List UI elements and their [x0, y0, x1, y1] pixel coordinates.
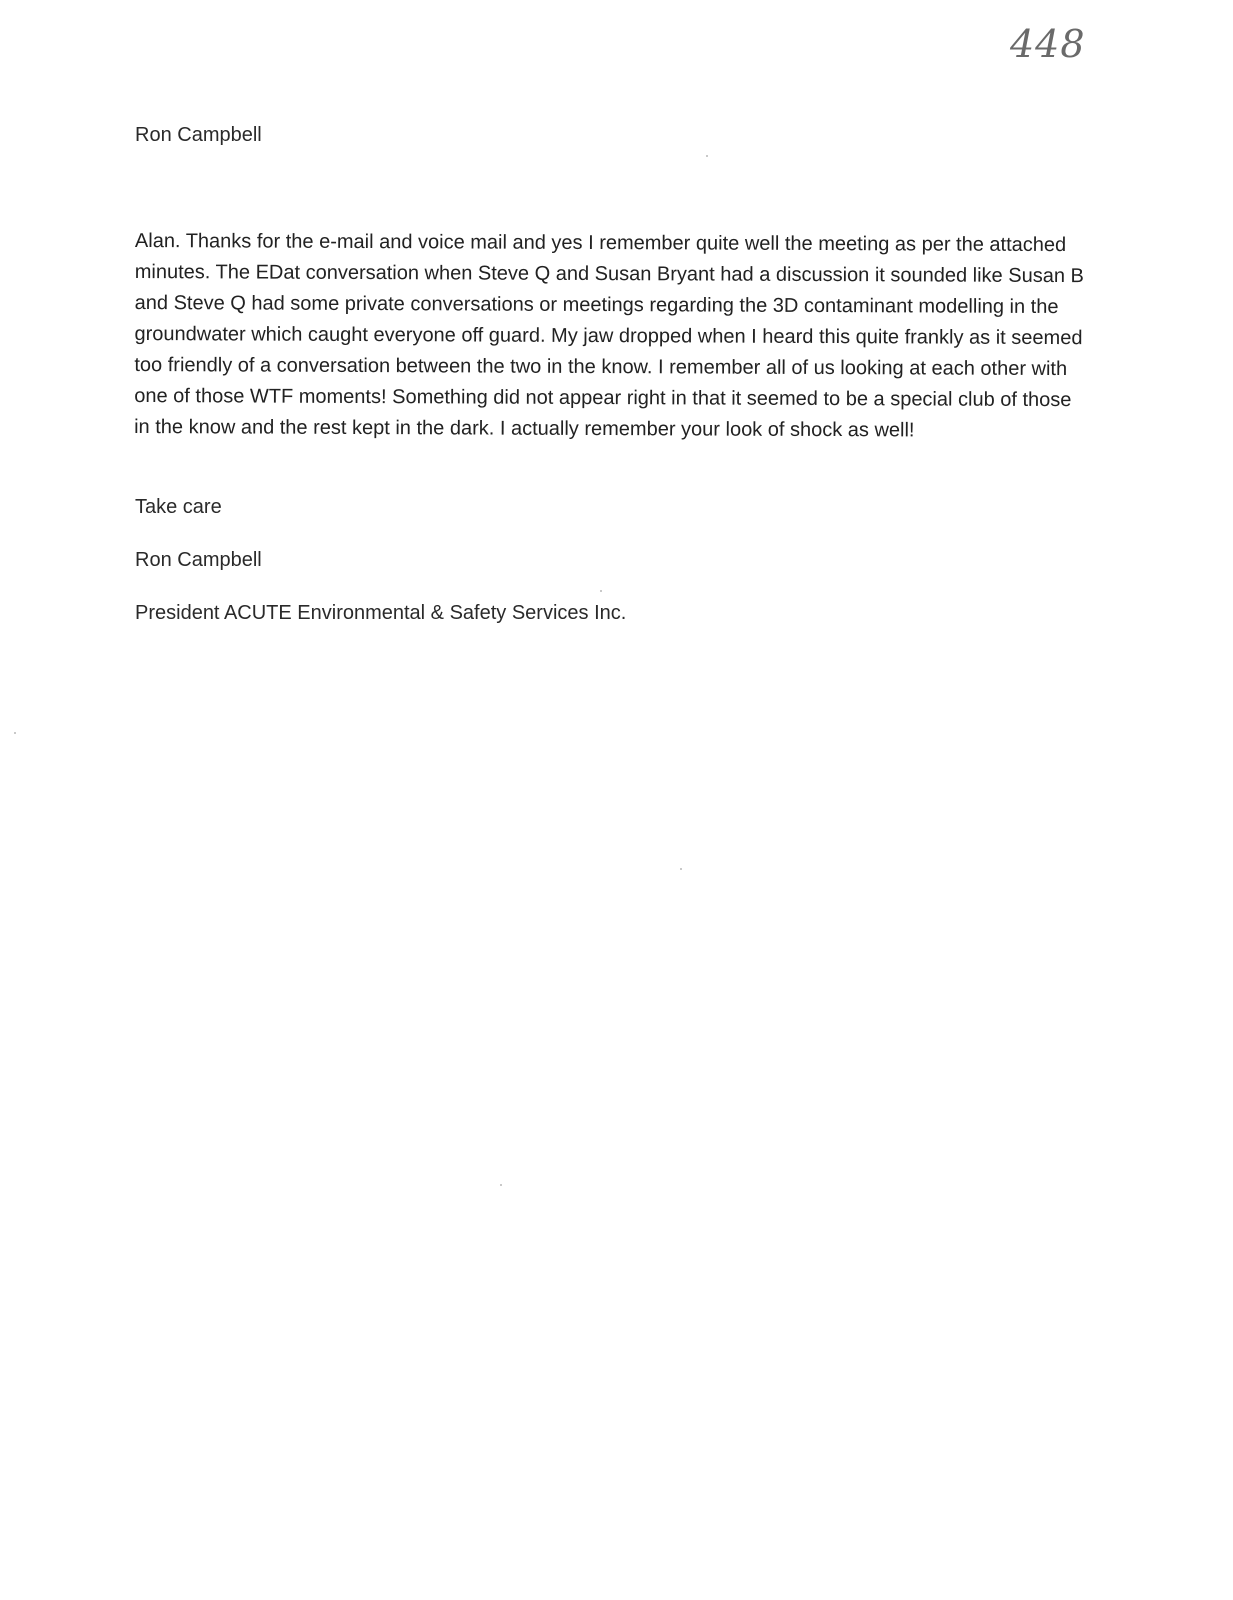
scan-speck: [680, 868, 682, 870]
sender-name-heading: Ron Campbell: [135, 124, 262, 146]
letter-body: Alan. Thanks for the e-mail and voice mail and yes I remember quite well the meeting as per the attached minutes. The EDat conversation when Steve Q and Susan Bryant had a discussion it sounded like Susan B and Steve Q had some private conversations or meetings regarding the 3D contaminant modelling in the groundwater which caught everyone off guard. My jaw dropped when I heard this quite frankly as it seemed too friendly of a conversation between the two in the know. I remember all of us looking at each other with one of those WTF moments! Something did not appear right in that it seemed to be a special club of those in the know and the rest kept in the dark. I actually remember your look of shock as well!: [134, 229, 1084, 442]
letter-closing: Take care: [135, 496, 222, 518]
scan-speck: [14, 732, 16, 734]
signature-name: Ron Campbell: [135, 549, 262, 571]
scan-speck: [706, 155, 708, 157]
scan-speck: [500, 1184, 502, 1186]
scan-speck: [600, 590, 602, 592]
handwritten-page-number: 448: [1010, 22, 1086, 66]
signature-title: President ACUTE Environmental & Safety Services Inc.: [135, 602, 627, 624]
